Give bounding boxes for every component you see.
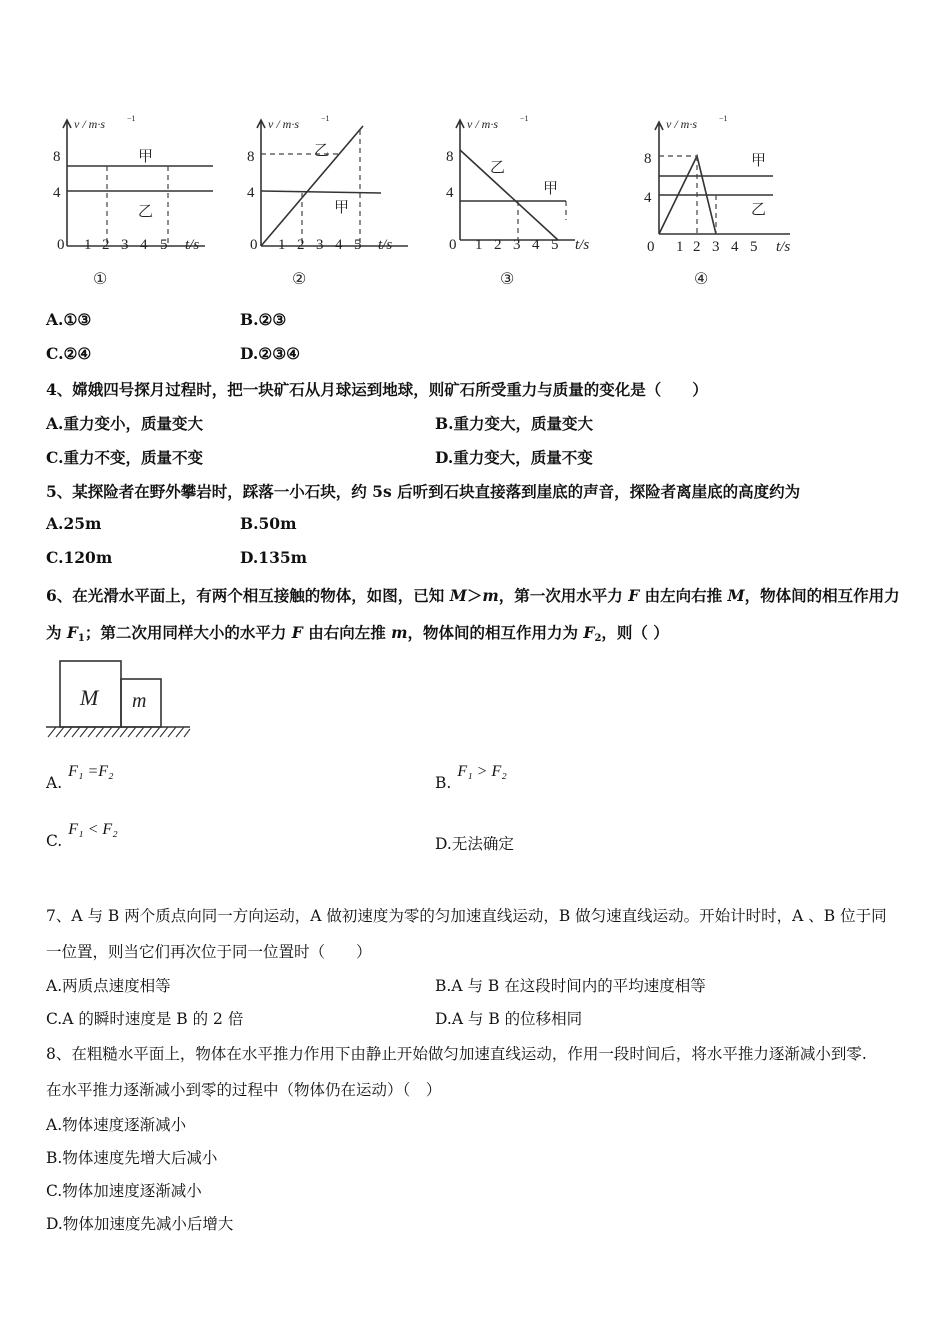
label-yi: 乙 [314, 143, 330, 159]
x-tick-0: 0 [647, 239, 655, 255]
x-tick-0: 0 [449, 237, 457, 253]
block-m-label: m [132, 690, 147, 712]
x-tick-1: 1 [278, 237, 286, 253]
graph-caption: ③ [500, 271, 515, 288]
q3-option-b[interactable]: B.②③ [240, 310, 287, 329]
vt-graph-4 [630, 108, 820, 293]
x-tick-2: 2 [693, 239, 701, 255]
x-tick-2: 2 [494, 237, 502, 253]
label-jia: 甲 [334, 200, 350, 216]
label-jia: 甲 [138, 149, 154, 165]
vt-graph-2 [236, 108, 436, 293]
graph-caption: ④ [694, 271, 709, 288]
vt-graph-3 [433, 108, 613, 293]
y-tick-4: 4 [53, 185, 61, 201]
q7-option-b[interactable]: B.A 与 B 在这段时间内的平均速度相等 [435, 977, 706, 995]
x-tick-5: 5 [160, 237, 168, 253]
x-tick-1: 1 [84, 237, 92, 253]
y-axis-label: v / m·s [268, 117, 299, 131]
vt-graph-1 [40, 108, 220, 293]
x-tick-5: 5 [354, 237, 362, 253]
label-jia: 甲 [751, 153, 767, 169]
y-axis-label: v / m·s [666, 117, 697, 131]
y-axis-exp: −1 [321, 114, 330, 123]
x-tick-0: 0 [57, 237, 65, 253]
q5-option-a[interactable]: A.25m [46, 514, 102, 533]
x-tick-2: 2 [297, 237, 305, 253]
blocks-diagram [42, 655, 194, 745]
line-yi [261, 126, 363, 246]
q5-option-c[interactable]: C.120m [46, 548, 113, 567]
q7-stem-line2: 一位置，则当它们再次位于同一位置时（ ） [46, 943, 372, 961]
x-tick-0: 0 [250, 237, 258, 253]
block-M-label: M [80, 685, 99, 710]
y-tick-8: 8 [247, 149, 255, 165]
q8-option-b[interactable]: B.物体速度先增大后减小 [46, 1149, 218, 1167]
x-axis-label: t/s [575, 237, 590, 253]
y-tick-4: 4 [644, 190, 652, 206]
x-axis-label: t/s [776, 239, 791, 255]
label-yi: 乙 [490, 160, 506, 176]
x-tick-4: 4 [140, 237, 148, 253]
y-axis-exp: −1 [719, 114, 728, 123]
q6-option-d[interactable]: D.无法确定 [435, 835, 514, 853]
q4-option-b[interactable]: B.重力变大，质量变大 [435, 414, 594, 433]
y-tick-8: 8 [644, 151, 652, 167]
y-tick-8: 8 [446, 149, 454, 165]
q7-option-d[interactable]: D.A 与 B 的位移相同 [435, 1010, 583, 1028]
q5-option-d[interactable]: D.135m [240, 548, 308, 567]
q3-option-a[interactable]: A.①③ [46, 310, 92, 329]
q4-option-c[interactable]: C.重力不变，质量不变 [46, 448, 203, 467]
label-yi: 乙 [138, 204, 154, 220]
x-tick-3: 3 [513, 237, 521, 253]
q8-option-a[interactable]: A.物体速度逐渐减小 [46, 1116, 187, 1134]
q8-option-c[interactable]: C.物体加速度逐渐减小 [46, 1182, 202, 1200]
q6-stem-line1: 6、在光滑水平面上，有两个相互接触的物体，如图，已知 M＞m，第一次用水平力 F 由左向右推 M，物体间的相互作用力 [46, 586, 900, 605]
q8-option-d[interactable]: D.物体加速度先减小后增大 [46, 1215, 234, 1233]
q7-option-a[interactable]: A.两质点速度相等 [46, 977, 171, 995]
x-tick-3: 3 [712, 239, 720, 255]
q8-stem-line1: 8、在粗糙水平面上，物体在水平推力作用下由静止开始做匀加速直线运动，作用一段时间后，将水平推力逐渐减小到零. [46, 1045, 867, 1063]
q5-option-b[interactable]: B.50m [240, 514, 297, 533]
label-jia: 甲 [543, 181, 559, 197]
x-tick-2: 2 [102, 237, 110, 253]
y-axis-label: v / m·s [467, 117, 498, 131]
q6-option-b[interactable]: B.F₁ > F₂ [435, 763, 507, 792]
q6-option-a[interactable]: A.F₁ =F₂ [46, 763, 114, 792]
x-axis-label: t/s [378, 237, 393, 253]
x-tick-5: 5 [551, 237, 559, 253]
q7-stem-line1: 7、A 与 B 两个质点向同一方向运动，A 做初速度为零的匀加速直线运动，B 做匀速直线运动。开始计时时，A 、B 位于同 [46, 907, 887, 925]
x-axis-label: t/s [185, 237, 200, 253]
x-tick-1: 1 [475, 237, 483, 253]
q4-option-d[interactable]: D.重力变大，质量不变 [435, 448, 593, 467]
y-tick-4: 4 [247, 185, 255, 201]
graph-caption: ① [93, 271, 108, 288]
y-tick-4: 4 [446, 185, 454, 201]
x-tick-3: 3 [121, 237, 129, 253]
q8-stem-line2: 在水平推力逐渐减小到零的过程中（物体仍在运动）（ ） [46, 1081, 442, 1099]
y-tick-8: 8 [53, 149, 61, 165]
q5-stem: 5、某探险者在野外攀岩时，踩落一小石块，约 5s 后听到石块直接落到崖底的声音，探险者离崖底的高度约为 [46, 482, 801, 501]
y-axis-exp: −1 [127, 114, 136, 123]
q6-option-c[interactable]: C.F₁ < F₂ [46, 821, 118, 850]
x-tick-4: 4 [731, 239, 739, 255]
x-tick-4: 4 [532, 237, 540, 253]
x-tick-3: 3 [316, 237, 324, 253]
ground-hatch [48, 727, 190, 737]
y-axis-exp: −1 [520, 114, 529, 123]
q4-stem: 4、嫦娥四号探月过程时，把一块矿石从月球运到地球，则矿石所受重力与质量的变化是（ ） [46, 380, 708, 399]
graph-caption: ② [292, 271, 307, 288]
x-tick-5: 5 [750, 239, 758, 255]
y-axis-label: v / m·s [74, 117, 105, 131]
q3-option-d[interactable]: D.②③④ [240, 344, 300, 363]
q7-option-c[interactable]: C.A 的瞬时速度是 B 的 2 倍 [46, 1010, 244, 1028]
x-tick-4: 4 [335, 237, 343, 253]
line-jia [261, 191, 381, 193]
label-yi: 乙 [751, 202, 767, 218]
q3-option-c[interactable]: C.②④ [46, 344, 92, 363]
q6-stem-line2: 为 $F_1$；第二次用同样大小的水平力 F 由右向左推 m，物体间的相互作用力为 $F_2$，则（ ） [46, 623, 669, 644]
x-tick-1: 1 [676, 239, 684, 255]
q4-option-a[interactable]: A.重力变小，质量变大 [46, 414, 203, 433]
